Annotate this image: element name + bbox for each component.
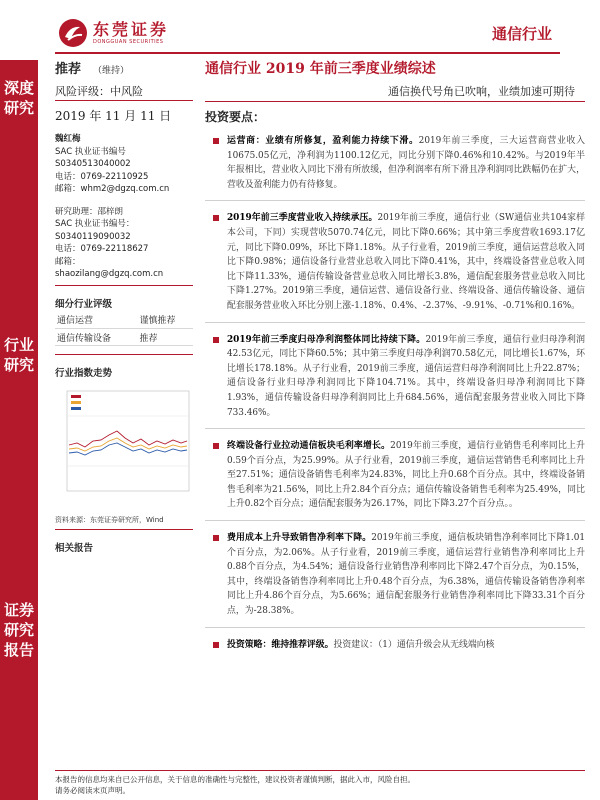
sidebar-label-report: 证券研究报告 — [3, 601, 34, 659]
sidebar-band — [0, 60, 38, 800]
key-point — [205, 134, 585, 192]
key-point-lead: 2019年前三季度营业收入持续承压。 — [227, 213, 378, 224]
rating-maintain: （维持） — [93, 66, 130, 76]
brand-name-en: DONGGUAN SECURITIES — [93, 39, 164, 45]
report-date: 2019 年 11 月 11 日 — [55, 109, 172, 123]
bullet-square-icon — [213, 215, 219, 221]
sub-rating-title: 细分行业评级 — [55, 298, 113, 310]
key-points-title: 投资要点： — [205, 110, 266, 124]
divider — [55, 354, 193, 355]
legend-swatch — [71, 407, 81, 410]
brand-logo — [58, 16, 169, 50]
divider — [55, 285, 193, 286]
brand-logo-icon — [58, 18, 88, 48]
divider — [205, 520, 585, 521]
assistant-name: 研究助理：邵梓朗 — [55, 206, 124, 217]
table-cell: 谨慎推荐 — [135, 312, 193, 329]
industry-title: 通信行业 — [491, 25, 552, 43]
bullet-square-icon — [213, 337, 219, 343]
footer-line: 本报告的信息均来自已公开信息，关于信息的准确性与完整性，建议投资者谨慎判断，据此入市，风险自担。 — [55, 775, 415, 784]
rating-label: 推荐 — [55, 62, 82, 77]
assistant-card — [55, 206, 193, 281]
key-point-lead: 费用成本上升导致销售净利率下降。 — [227, 533, 372, 544]
footer-disclaimer — [55, 770, 585, 796]
bullet-square-icon — [213, 642, 219, 648]
table-cell: 推荐 — [135, 329, 193, 346]
divider — [205, 428, 585, 429]
bullet-square-icon — [213, 138, 219, 144]
key-point-text: 2019年前三季度，通信行业销售毛利率同比上升0.59个百分点，为25.99%。从子行业看，2019前三季度，通信运营销售毛利率同比上升至27.51%；通信设备销售毛利率为24.83%，同比上升0.68个百分点。其中，终端设备销售毛利率为21.56%，同比上升2.84个百分点；通信传输设备销售毛利率为25.49%，同比上升0.82个百分点；通信配套服务为26.17%，同比下降3.27个百分点。。 — [227, 441, 585, 510]
legend-swatch — [71, 401, 81, 404]
table-row — [55, 329, 193, 346]
key-point — [205, 333, 585, 421]
left-column — [55, 58, 193, 554]
analyst-cert-label: SAC 执业证书编号 — [55, 146, 126, 157]
index-chart — [55, 383, 193, 513]
brand-name: 东莞证券 — [93, 20, 170, 39]
divider — [205, 322, 585, 323]
key-point-text: 2019年前三季度，通信行业（SW通信业共104家样本公司，下同）实现营收5070.74亿元，同比下降0.66%；其中第三季度营收1693.17亿元，同比下降0.09%，环比下降1.18%。从子行业看，2019前三季度，通信运营总收入同比下降0.98%；通信设备行业营业总收入同比下降0.41%，其中，终端设备营业总收入同比下降11.33%，通信传输设备营业总收入同比增长3.8%，通信配套服务营业总收入同比下降1.27%。2019第三季度，通信运营、通信设备行业、终端设备、通信传输设备、通信配套服务营业收入环比分别上涨-1.18%、0.4%、-2.37%、-9.91%、-0.71%和0.16%。 — [227, 213, 585, 311]
sub-rating-table — [55, 312, 193, 347]
related-reports-title: 相关报告 — [55, 543, 94, 554]
divider — [205, 200, 585, 201]
key-point-lead: 运营商：业绩有所修复，盈利能力持续下滑。 — [227, 136, 419, 146]
main-content — [205, 58, 585, 652]
assistant-phone: 电话：0769-22118627 — [55, 244, 149, 254]
assistant-email[interactable]: shaozilang@dgzq.com.cn — [55, 269, 164, 279]
table-cell: 通信运营 — [55, 312, 135, 329]
bullet-square-icon — [213, 535, 219, 541]
divider — [205, 101, 585, 102]
key-point-lead: 终端设备行业拉动通信板块毛利率增长。 — [227, 441, 391, 452]
key-point-text: 2019年前三季度，三大运营商营业收入10675.05亿元，净利润为1100.12亿元，同比分别下降0.46%和10.42%。与2019年半年报相比，营业收入同比下滑有所放缓，但净利润率有所下滑且净利润同比跌幅仍在扩大，营收及盈利能力仍有待修复。 — [227, 136, 586, 190]
index-chart-svg — [55, 383, 193, 513]
analyst-name: 魏红梅 — [55, 134, 81, 144]
assistant-cert-label: SAC 执业证书编号： — [55, 219, 135, 229]
index-chart-title: 行业指数走势 — [55, 368, 113, 379]
sidebar-label-deep: 深度研究 — [3, 79, 34, 117]
key-point — [205, 638, 585, 653]
bullet-square-icon — [213, 443, 219, 449]
divider — [55, 529, 193, 530]
key-point-text: 投资建议：（1）通信升级会从无线端向核 — [333, 639, 495, 650]
analyst-phone: 电话：0769-22110925 — [55, 171, 149, 182]
key-point — [205, 531, 585, 619]
analyst-email[interactable]: 邮箱：whm2@dgzq.com.cn — [55, 184, 170, 194]
assistant-cert: S0340119090032 — [55, 231, 131, 242]
key-point-lead: 2019年前三季度归母净利润整体同比持续下降。 — [227, 334, 426, 345]
key-point — [205, 211, 585, 313]
divider — [205, 627, 585, 628]
chart-source: 资料来源：东莞证券研究所，Wind — [55, 516, 164, 524]
key-point-text: 2019年前三季度，通信行业归母净利润42.53亿元，同比下降60.5%；其中第三季度归母净利润70.58亿元，同比增长1.67%，环比增长178.18%。从子行业看，2019前三季度，通信运营归母净利润同比上升22.87%；通信设备行业归母净利润同比下降104.71%。其中，终端设备归母净利润同比下降1.93%，通信传输设备归母净利润同比上升684.56%，通信配套服务营业收入同比下降733.46%。 — [227, 334, 585, 418]
assistant-email-label: 邮箱： — [55, 256, 81, 267]
analyst-cert: S0340513040002 — [55, 159, 131, 169]
legend-swatch — [71, 395, 81, 398]
key-point-text: 2019年前三季度，通信板块销售净利率同比下降1.01个百分点，为2.06%。从子行业看，2019前三季度，通信运营行业销售净利率同比上升0.88个百分点，为4.54%；通信设备行业销售净利率同比下降2.47个百分点，为0.15%，其中，终端设备销售净利率同比上升0.48个百分点，为6.38%，通信传输设备销售净利率同比上升4.86个百分点，为5.66%；通信配套服务行业销售净利率同比下降33.31个百分点，为-28.38%。 — [227, 533, 585, 617]
key-point — [205, 439, 585, 512]
table-row — [55, 312, 193, 329]
table-cell: 通信传输设备 — [55, 329, 135, 346]
risk-rating: 风险评级：中风险 — [55, 83, 193, 101]
report-title: 通信行业 2019 年前三季度业绩综述 — [205, 61, 436, 77]
sidebar-label-industry: 行业研究 — [3, 336, 34, 374]
report-subtitle: 通信换代号角已吹响，业绩加速可期待 — [388, 85, 575, 98]
header-divider — [55, 52, 560, 54]
key-point-lead: 投资策略：维持推荐评级。 — [227, 639, 334, 650]
footer-line: 请务必阅读末页声明。 — [55, 786, 130, 795]
analyst-card — [55, 133, 193, 196]
